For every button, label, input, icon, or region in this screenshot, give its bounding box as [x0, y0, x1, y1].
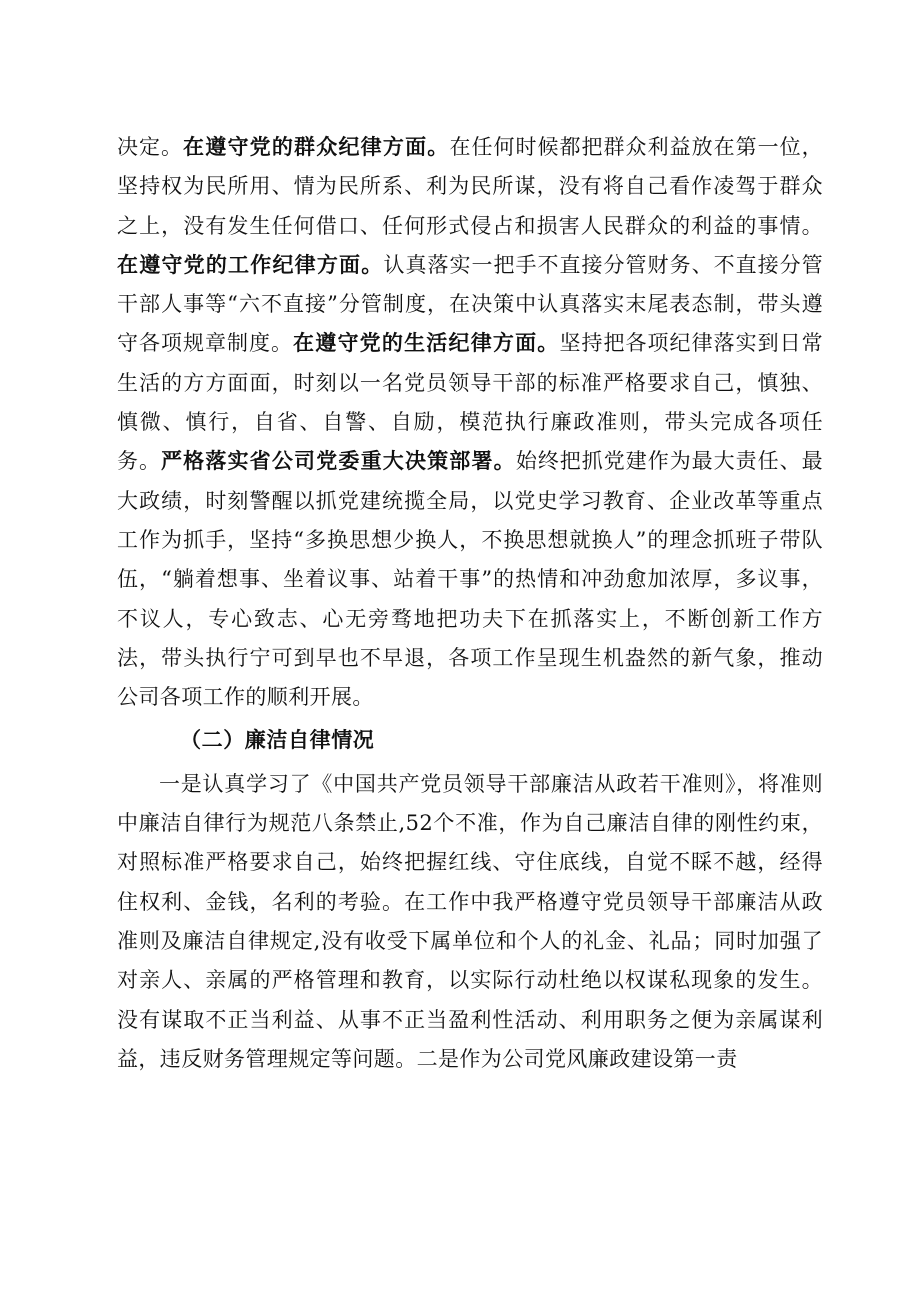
- paragraph-text: 坚持把各项纪律落实到日常生活的方方面面，时刻以一名党员领导干部的标准严格要求自己，慎独、慎微、慎行，自省、自警、自励，模范执行廉政准则，带头完成各项任务。: [117, 331, 823, 474]
- paragraph-text: 始终把抓党建作为最大责任、最大政绩，时刻警醒以抓党建统揽全局，以党史学习教育、企业改革等重点工作为抓手，坚持“多换思想少换人，不换思想就换人”的理念抓班子带队伍，“躺着想事、坐着议事、站着干事”的热情和冲劲愈加浓厚，多议事，不议人，专心致志、心无旁骛地把功夫下在抓落实上，不断创新工作方法，带头执行宁可到早也不早退，各项工作呈现生机盎然的新气象，推动公司各项工作的顺利开展。: [117, 449, 823, 710]
- bold-heading-work-discipline: 在遵守党的工作纪律方面。: [117, 252, 384, 277]
- paragraph-text: 决定。: [117, 135, 184, 159]
- bold-heading-mass-discipline: 在遵守党的群众纪律方面。: [183, 135, 450, 159]
- section-heading: （二）廉洁自律情况: [180, 728, 375, 753]
- document-page: [117, 128, 823, 1079]
- bold-heading-life-discipline: 在遵守党的生活纪律方面。: [293, 331, 560, 356]
- paragraph-text: 在任何时候都把群众利益放在第一位，坚持权为民所用、情为民所系、利为民所谋，没有将自己看作凌驾于群众之上，没有发生任何借口、任何形式侵占和损害人民群众的利益的事情。: [117, 135, 824, 238]
- paragraph-discipline: [117, 128, 823, 717]
- bold-heading-decision-deployment: 严格落实省公司党委重大决策部署。: [160, 449, 516, 474]
- paragraph-text: 认真落实一把手不直接分管财务、不直接分管干部人事等“六不直接”分管制度，在决策中认真落实末尾表态制，带头遵守各项规章制度。: [117, 252, 824, 356]
- paragraph-integrity: 一是认真学习了《中国共产党员领导干部廉洁从政若干准则》，将准则中廉洁自律行为规范八条禁止,52个不准，作为自己廉洁自律的刚性约束，对照标准严格要求自己，始终把握红线、守住底线，自觉不睬不越，经得住权利、金钱，名利的考验。在工作中我严格遵守党员领导干部廉洁从政准则及廉洁自律规定,没有收受下属单位和个人的礼金、礼品；同时加强了对亲人、亲属的严格管理和教育，以实际行动杜绝以权谋私现象的发生。没有谋取不正当利益、从事不正当盈利性活动、利用职务之便为亲属谋利益，违反财务管理规定等问题。二是作为公司党风廉政建设第一责: [117, 771, 823, 1071]
